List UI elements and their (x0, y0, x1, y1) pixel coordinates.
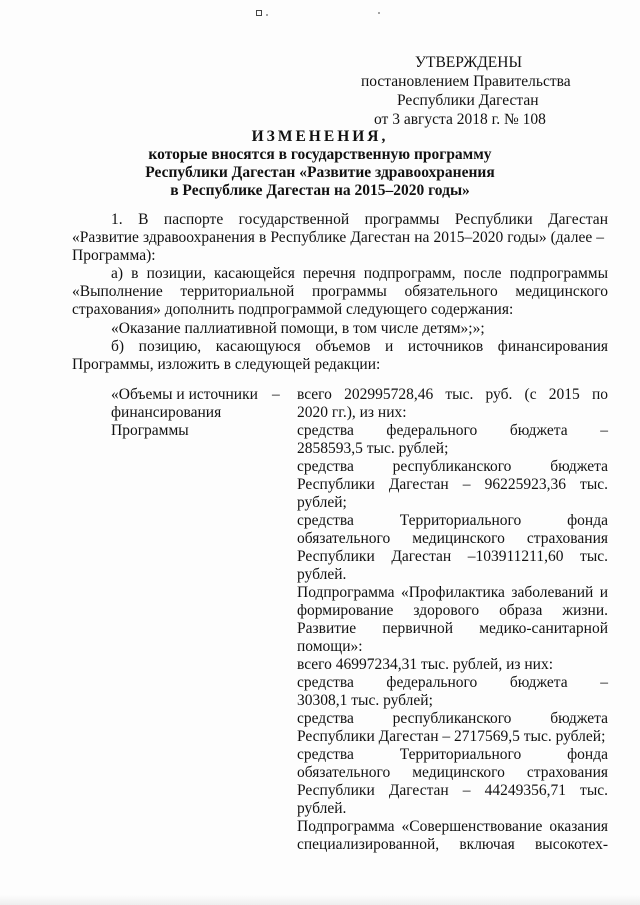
table-right-line: средства республиканского бюджета (297, 458, 608, 475)
table-right-line: Республики Дагестан – 44249356,71 тыс. (297, 782, 608, 799)
table-left-label-2: финансирования (111, 404, 222, 421)
table-right-line: Республики Дагестан – 2717569,5 тыс. рублей; (297, 728, 606, 745)
paragraph-4-line-2: Программы, изложить в следующей редакции: (72, 356, 381, 373)
table-right-line: Подпрограмма «Совершенствование оказания (297, 818, 608, 835)
table-right-line: рублей; (297, 494, 347, 511)
approval-line-2: постановлением Правительства (361, 73, 571, 90)
doc-subtitle-2: Республики Дагестан «Развитие здравоохранения (145, 164, 495, 181)
table-right-line: Республики Дагестан –103911211,60 тыс. (297, 548, 608, 565)
approval-line-4: от 3 августа 2018 г. № 108 (374, 111, 546, 128)
table-left-label-3: Программы (111, 422, 189, 439)
paragraph-4-line-1: б) позицию, касающуюся объемов и источников финансирования (111, 338, 608, 355)
table-left-label-1: «Объемы и источники (111, 386, 258, 403)
table-right-line: рублей. (297, 566, 347, 583)
paragraph-1-line-3: Программа): (72, 247, 156, 264)
paragraph-2-line-2: «Выполнение территориальной программы обязательного медицинского (72, 283, 608, 300)
paragraph-2-line-1: а) в позиции, касающейся перечня подпрограмм, после подпрограммы (111, 265, 608, 282)
paragraph-2-line-3: страхования» дополнить подпрограммой следующего содержания: (72, 301, 514, 318)
table-right-line: средства Территориального фонда (297, 512, 608, 529)
table-right-line: Развитие первичной медико-санитарной (297, 620, 608, 637)
scan-artifact (256, 10, 262, 16)
scan-bottom-edge (0, 895, 640, 905)
table-right-line: обязательного медицинского страхования (297, 530, 608, 547)
table-right-line: формирование здорового образа жизни. (297, 602, 608, 619)
doc-title: ИЗМЕНЕНИЯ, (251, 128, 389, 145)
table-right-line: специализированной, включая высокотех- (297, 836, 608, 853)
table-right-line: средства республиканского бюджета (297, 710, 608, 727)
approval-line-1: УТВЕРЖДЕНЫ (415, 54, 522, 71)
table-right-line: средства Территориального фонда (297, 746, 608, 763)
table-right-line: всего 46997234,31 тыс. рублей, из них: (297, 656, 554, 673)
table-dash: – (272, 386, 280, 403)
paragraph-1-line-2: «Развитие здравоохранения в Республике Дагестан на 2015–2020 годы» (далее – (72, 229, 604, 246)
doc-subtitle-3: в Республике Дагестан на 2015–2020 годы» (170, 182, 470, 199)
table-right-line: 2858593,5 тыс. рублей; (297, 440, 449, 457)
paragraph-3: «Оказание паллиативной помощи, в том числе детям»;»; (111, 320, 485, 337)
scan-artifact (266, 14, 268, 16)
table-right-line: рублей. (297, 800, 347, 817)
scan-artifact (378, 12, 380, 14)
table-right-line: средства федерального бюджета – (297, 674, 608, 691)
table-right-line: 2020 гг.), из них: (297, 404, 407, 421)
paragraph-1-line-1: 1. В паспорте государственной программы Республики Дагестан (111, 211, 608, 228)
approval-line-3: Республики Дагестан (397, 92, 539, 109)
doc-subtitle-1: которые вносятся в государственную программу (148, 146, 492, 163)
table-right-line: помощи»: (297, 638, 363, 655)
table-right-line: Республики Дагестан – 96225923,36 тыс. (297, 476, 608, 493)
table-right-line: средства федерального бюджета – (297, 422, 608, 439)
table-right-line: обязательного медицинского страхования (297, 764, 608, 781)
table-right-line: 30308,1 тыс. рублей; (297, 692, 433, 709)
table-right-line: всего 202995728,46 тыс. руб. (с 2015 по (297, 386, 608, 403)
table-right-line: Подпрограмма «Профилактика заболеваний и (297, 584, 608, 601)
